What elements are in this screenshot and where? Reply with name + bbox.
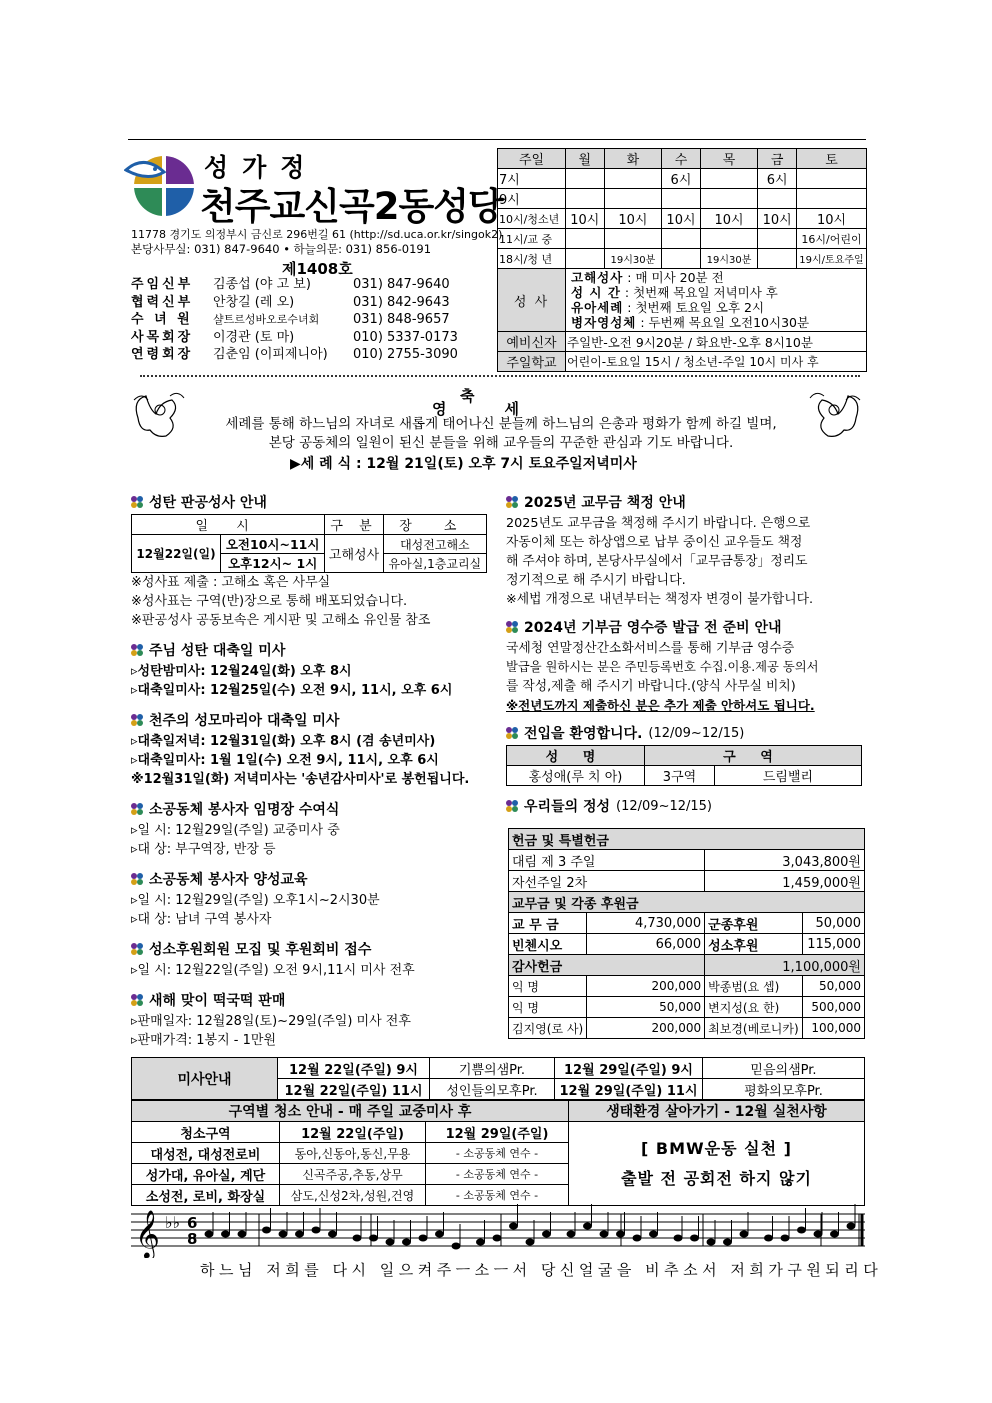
info-line: ▹대 상: 남녀 구역 봉사자 [131,912,272,927]
banner-ornament-border [140,375,860,383]
section-title: 소공동체 봉사자 임명장 수여식 [149,802,340,818]
thanks-row [509,976,865,997]
section-heading [131,640,491,660]
schedule-cell [662,249,701,269]
info-line: 2025년도 교무금을 책정해 주시기 바랍니다. 은행으로 [506,516,811,531]
confession-table [131,514,487,573]
note-line: ※성사표 제출 : 고해소 혹은 사무실 [131,575,331,590]
schedule-row [498,249,867,269]
left-column [131,492,491,1050]
note-head [649,1231,658,1238]
clean-group: 신곡주공,추동,상무 [280,1164,426,1185]
schedule-cell [700,169,758,189]
cleaning-title: 구역별 청소 안내 - 매 주일 교중미사 후 [132,1101,569,1122]
thanks-label: 감사헌금 [509,955,705,976]
note-head [707,1239,716,1246]
staff-role: 사목회장 [131,329,194,345]
mass-time: 12월 29일(주일) 9시 [555,1058,703,1079]
donor-amount: 200,000 [587,976,705,997]
section-heading [131,990,491,1010]
welcome-district: 3구역 [645,766,715,786]
staff-name: 김춘임 (이피제니아) [213,347,328,362]
col-header: 장 소 [383,515,486,535]
note-head [493,1235,502,1242]
top-rule [128,139,866,140]
note-head [476,1239,485,1246]
schedule-cell [566,229,605,249]
mass-label: 미사안내 [132,1058,278,1100]
info-line: ▹판매일자: 12월28일(토)~29일(주일) 미사 전후 [131,1014,411,1029]
section-title: 천주의 성모마리아 대축일 미사 [149,713,340,729]
section-title: 우리들의 정성 [524,799,611,815]
offering-amount: 3,043,800원 [705,850,865,871]
confession-kind: 고해성사 [325,535,383,573]
sacrament-label: 성 사 [498,269,566,332]
welcome-name: 홍성애(루 치 아) [507,766,645,786]
staff-name: 이경관 (토 마) [213,329,295,345]
staff-row [131,311,491,329]
donor-name: 박종범(요 셉) [705,976,803,997]
note-head [797,1227,806,1234]
sacrament-key: 병자영성체 [571,315,637,330]
banner-line: 세례를 통해 하느님의 자녀로 새롭게 태어나신 분들께 하느님의 은총과 평화가 함께 하길 빌며, [225,416,777,432]
offering-table [508,828,865,1039]
hymn-lyrics: 하느님 저희를 다시 일으켜주ㅡ소ㅡ서 당신얼굴을 비추소서 저희가구원되리다 [200,1261,883,1279]
eco-line: [ BMW운동 실천 ] [641,1138,792,1158]
note-head [369,1235,378,1242]
day-header: 토 [797,149,867,169]
schedule-cell: 19시30분 [700,249,758,269]
schedule-cell: 16시/어린이 [797,229,867,249]
schedule-cell: 18시/청 년 [498,249,566,269]
note-head [781,1235,790,1242]
schedule-cell [604,189,662,209]
banner-text [176,415,826,453]
schedule-cell: 10시 [662,209,701,229]
note-head [312,1227,321,1234]
note-head [262,1227,271,1234]
day-header: 주일 [498,149,566,169]
staff-tel: 031) 847-9640 [353,277,450,292]
section-note: (12/09~12/15) [648,725,745,741]
time-signature: 8 [187,1230,198,1248]
bullet-icon [131,644,143,656]
clean-area: 소성전, 로비, 화장실 [132,1185,280,1206]
schedule-cell [700,229,758,249]
mass-group: 믿음의샘Pr. [703,1058,865,1079]
thanks-header-row [509,955,865,976]
mass-time: 12월 22일(주일) 11시 [278,1079,430,1100]
sacrament-item [571,270,861,285]
dues-amount: 50,000 [802,913,864,934]
hymn-score [131,1198,865,1258]
schedule-cell [604,169,662,189]
schedule-row [498,229,867,249]
staff-tel: 031) 848-9657 [353,312,450,327]
section-title: 성소후원회원 모집 및 후원회비 접수 [149,942,372,958]
day-header: 목 [700,149,758,169]
clean-area: 성가대, 유아실, 계단 [132,1164,280,1185]
note-head [600,1231,609,1238]
schedule-cell: 10시 [758,209,797,229]
bullet-icon [131,496,143,508]
info-line: ▹일 시: 12월29일(주일) 오후1시~2시30분 [131,893,380,908]
sacrament-item [571,285,861,300]
note-head [205,1231,214,1238]
sacrament-list [567,269,865,331]
staff-list [131,276,491,364]
staff-tel: 010) 2755-3090 [353,347,458,362]
section-heading [506,617,866,637]
schedule-cell [566,249,605,269]
dues-row [509,934,865,955]
schedule-cell [758,189,797,209]
mass-guide-table [131,1057,865,1100]
section-title: 성탄 판공성사 안내 [149,495,267,511]
donor-name: 익 명 [509,997,587,1018]
sacrament-item [571,315,861,330]
schedule-row [498,209,867,229]
staff-row [131,294,491,312]
dues-amount: 115,000 [802,934,864,955]
note-head [328,1231,337,1238]
staff-row [131,346,491,364]
note-line: ※성사표는 구역(반)장으로 통해 배포되었습니다. [131,594,408,609]
col-header: 구 역 [645,746,862,766]
sacrament-item [571,300,861,315]
sacrament-key: 유아세례 [571,300,624,315]
eco-practice [569,1122,865,1206]
clean-group: 삼도,신성2차,성원,건영 [280,1185,426,1206]
note-head [295,1231,304,1238]
section-heading [131,869,491,889]
section-heading [506,796,866,816]
info-line: 자동이체 또는 하상앱으로 납부 중이신 교우들도 책정 [506,535,803,550]
schedule-cell: 10시 [566,209,605,229]
schedule-cell [662,189,701,209]
note-head [526,1239,535,1246]
offering-name: 대림 제 3 주일 [509,850,705,871]
mass-schedule-table [497,148,867,372]
day-header: 월 [566,149,605,169]
schedule-cell [566,189,605,209]
issue-number: 제1408호 [282,260,353,278]
note-head [435,1231,444,1238]
staff-name: 김종섭 (야 고 보) [213,277,311,292]
staff-role: 협력신부 [131,294,194,310]
bullet-icon [131,994,143,1006]
time-signature: 6 [187,1214,198,1232]
schedule-cell: 6시 [758,169,797,189]
sacrament-key: 고해성사 [571,270,624,285]
banner-title-main: 영세 [432,400,577,418]
info-line: ※전년도까지 제출하신 분은 추가 제출 안하셔도 됩니다. [506,698,815,713]
flat-sign-icon: ♭♭ [165,1213,181,1232]
section-title: 전입을 환영합니다. [524,726,643,742]
schedule-cell [662,229,701,249]
confession-row [132,535,487,554]
day-header: 화 [604,149,662,169]
clean-area: 대성전, 대성전로비 [132,1143,280,1164]
section-heading [131,710,491,730]
offering-row [509,850,865,871]
schedule-header-row [498,149,867,169]
dues-name: 교 무 금 [509,913,587,934]
section-title: 2024년 기부금 영수증 발급 전 준비 안내 [524,620,782,636]
info-line: 국세청 연말정산간소화서비스를 통해 기부금 영수증 [506,641,795,656]
sacrament-cell [566,269,867,332]
donor-name: 변지성(요 한) [705,997,803,1018]
note-head [583,1223,592,1230]
section-title: 새해 맞이 떡국떡 판매 [149,993,286,1009]
sacrament-value: : 첫번째 토요일 오후 2시 [627,300,765,315]
treble-clef-icon: 𝄞 [135,1209,160,1258]
schedule-cell: 19시/토요주일 [797,249,867,269]
note-head [353,1235,362,1242]
bullet-icon [506,800,518,812]
mass-group: 평화의모후Pr. [703,1079,865,1100]
section-heading [506,492,866,512]
section-heading [131,799,491,819]
offering-amount: 1,459,000원 [705,871,865,892]
note-head [830,1231,839,1238]
info-line: ▹대 상: 부구역장, 반장 등 [131,842,276,857]
schedule-row [498,189,867,209]
note-head [690,1235,699,1242]
info-line: 정기적으로 해 주시기 바랍니다. [506,573,686,588]
note-line: ※판공성사 공동보속은 게시판 및 고해소 유인물 참조 [131,613,431,628]
section-heading [506,723,866,743]
clean-group: - 소공동체 연수 - [426,1185,569,1206]
col-header: 일 시 [132,515,325,535]
note-head [238,1231,247,1238]
info-line: ▹일 시: 12월29일(주일) 교중미사 중 [131,823,340,838]
donor-name: 김지영(로 사) [509,1018,587,1039]
baptism-rite: ▶세 례 식 : 12월 21일(토) 오후 7시 토요주일저녁미사 [290,456,637,472]
thanks-total: 1,100,000원 [705,955,865,976]
schedule-cell: 6시 [662,169,701,189]
schedule-cell: 19시30분 [604,249,662,269]
section-title: 2025년 교무금 책정 안내 [524,495,686,511]
info-line: ▹대축일미사: 12월25일(수) 오전 9시, 11시, 오후 6시 [131,683,453,698]
staff-name: 샬트르성바오로수녀회 [213,313,320,326]
parish-phones: 본당사무실: 031) 847-9640 • 하늘의문: 031) 856-0191 [131,242,432,256]
bullet-icon [131,803,143,815]
info-line: 해 주셔야 하며, 본당사무실에서「교무금통장」정리도 [506,554,808,569]
catechumen-row [498,332,867,352]
confession-header-row [132,515,487,535]
info-line: ※12월31일(화) 저녁미사는 '송년감사미사'로 봉헌됩니다. [131,772,470,787]
col-header: 12월 22일(주일) [280,1122,426,1143]
staff-role: 주임신부 [131,277,194,292]
schedule-row [498,169,867,189]
staff-tel: 010) 5337-0173 [353,329,458,345]
col-header: 구 분 [325,515,383,535]
schedule-cell [700,189,758,209]
donor-name: 최보경(베로니카) [705,1018,803,1039]
note-head [419,1235,428,1242]
staff-tel: 031) 842-9643 [353,294,450,310]
info-line: ▹판매가격: 1봉지 - 1만원 [131,1033,276,1048]
dues-amount: 66,000 [587,934,705,955]
schedule-cell [758,229,797,249]
donor-amount: 50,000 [587,997,705,1018]
bullet-icon [131,873,143,885]
info-line: ※세법 개정으로 내년부터는 책정자 변경이 불가합니다. [506,592,814,607]
info-line: ▹성탄밤미사: 12월24일(화) 오후 8시 [131,664,352,679]
eco-line: 출발 전 공회전 하지 않기 [621,1168,812,1188]
schedule-cell: 7시 [498,169,566,189]
welcome-apartment: 드림밸리 [715,766,862,786]
church-logo-icon [124,150,196,222]
note-head [740,1231,749,1238]
mass-group: 기쁨의샘Pr. [430,1058,555,1079]
schedule-cell [797,169,867,189]
schedule-cell: 10시 [604,209,662,229]
offering-header-row [509,829,865,850]
info-line: ▹대축일저녁: 12월31일(화) 오후 8시 (겸 송년미사) [131,734,436,749]
note-head [847,1223,856,1230]
info-line: ▹일 시: 12월22일(주일) 오전 9시,11시 미사 전후 [131,963,415,978]
cleaning-title-row [132,1101,865,1122]
sunday-school-value: 어린이-토요일 15시 / 청소년-주일 10시 미사 후 [566,352,867,372]
section-note: (12/09~12/15) [616,798,712,814]
donor-name: 익 명 [509,976,587,997]
eco-title: 생태환경 살아가기 - 12월 실천사항 [569,1101,865,1122]
sunday-school-row [498,352,867,372]
parish-subtitle: 성가정 [204,153,319,182]
clean-group: 동아,신동아,동신,무용 [280,1143,426,1164]
confession-time: 오후12시~ 1시 [221,554,325,573]
dues-row [509,913,865,934]
sunday-school-label: 주일학교 [498,352,566,372]
section-heading [131,492,491,512]
donor-amount: 50,000 [802,976,864,997]
note-head [764,1235,773,1242]
schedule-cell: 11시/교 중 [498,229,566,249]
schedule-cell: 10시 [797,209,867,229]
clean-group: - 소공동체 연수 - [426,1143,569,1164]
mass-time: 12월 22일(주일) 9시 [278,1058,430,1079]
parish-title: 천주교신곡2동성당 [200,185,503,228]
donor-amount: 100,000 [802,1018,864,1039]
note-head [386,1239,395,1246]
schedule-cell [758,249,797,269]
note-head [723,1239,732,1246]
staff-row [131,276,491,294]
welcome-header-row [507,746,862,766]
section-title: 소공동체 봉사자 양성교육 [149,872,308,888]
banner-line: 본당 공동체의 일원이 된신 분들을 위해 교우들의 꾸준한 관심과 기도 바랍니다. [268,435,734,451]
confession-time: 오전10시~11시 [221,535,325,554]
offering-row [509,871,865,892]
staff-role: 연령회장 [131,347,194,362]
dues-name: 군종후원 [705,913,803,934]
right-column [506,492,866,818]
schedule-cell: 9시 [498,189,566,209]
section-title: 주님 성탄 대축일 미사 [149,643,286,659]
note-head [221,1231,230,1238]
dues-name: 성소후원 [705,934,803,955]
staff-row [131,329,491,347]
bullet-icon [131,714,143,726]
note-head [509,1223,518,1230]
schedule-cell: 10시/청소년 [498,209,566,229]
dues-amount: 4,730,000 [587,913,705,934]
sacrament-value: : 매 미사 20분 전 [627,270,724,285]
donor-amount: 200,000 [587,1018,705,1039]
sacrament-key: 성 시 간 [571,285,621,300]
offering-name: 자선주일 2차 [509,871,705,892]
note-head [279,1231,288,1238]
note-head [452,1243,461,1250]
dues-name: 빈첸시오 [509,934,587,955]
day-header: 수 [662,149,701,169]
confession-date: 12월22일(일) [132,535,221,573]
cleaning-table [131,1100,865,1206]
cleaning-header-row [132,1122,865,1143]
info-line: 발급을 원하시는 분은 주민등록번호 수집.이용.제공 동의서 [506,660,819,674]
hymn-notes [205,1204,856,1250]
col-header: 12월 29일(주일) [426,1122,569,1143]
thanks-row [509,997,865,1018]
thanks-row [509,1018,865,1039]
clean-group: - 소공동체 연수 - [426,1164,569,1185]
staff-name: 안창길 (레 오) [213,294,295,310]
catechumen-value: 주일반-오전 9시20분 / 화요반-오후 8시10분 [566,332,867,352]
day-header: 금 [758,149,797,169]
confession-place: 대성전고해소 [383,535,486,554]
donor-amount: 500,000 [802,997,864,1018]
sacrament-row [498,269,867,332]
note-head [633,1235,642,1242]
note-head [402,1239,411,1246]
bullet-icon [506,727,518,739]
bullet-icon [506,496,518,508]
schedule-cell [566,169,605,189]
schedule-cell [604,229,662,249]
banner-title-top: 축 [460,387,477,405]
note-head [542,1231,551,1238]
note-head [674,1235,683,1242]
mass-group: 성인들의모후Pr. [430,1079,555,1100]
sacrament-value: : 두번째 목요일 오전10시30분 [640,315,810,330]
bullet-icon [131,943,143,955]
parish-address: 11778 경기도 의정부시 금신로 296번길 61 (http://sd.uca.or.kr/singok2) [131,228,503,241]
info-line: ▹대축일미사: 1월 1일(수) 오전 9시, 11시, 오후 6시 [131,753,439,768]
col-header: 성 명 [507,746,645,766]
catechumen-label: 예비신자 [498,332,566,352]
offering-header: 헌금 및 특별헌금 [509,829,865,850]
offering-header: 교무금 및 각종 후원금 [509,892,865,913]
col-header: 청소구역 [132,1122,280,1143]
schedule-cell [797,189,867,209]
staff-role: 수 녀 원 [131,312,193,327]
confession-place: 유아실,1층교리실 [383,554,486,573]
section-heading [131,939,491,959]
bullet-icon [506,621,518,633]
offering-header-row [509,892,865,913]
sacrament-value: : 첫번째 목요일 저녁미사 후 [624,285,778,300]
mass-row [132,1058,865,1079]
mass-time: 12월 29일(주일) 11시 [555,1079,703,1100]
welcome-row [507,766,862,786]
schedule-cell: 10시 [700,209,758,229]
note-head [567,1231,576,1238]
info-line: 를 작성,제출 해 주시기 바랍니다.(양식 사무실 비치) [506,679,796,694]
welcome-table [506,745,862,786]
